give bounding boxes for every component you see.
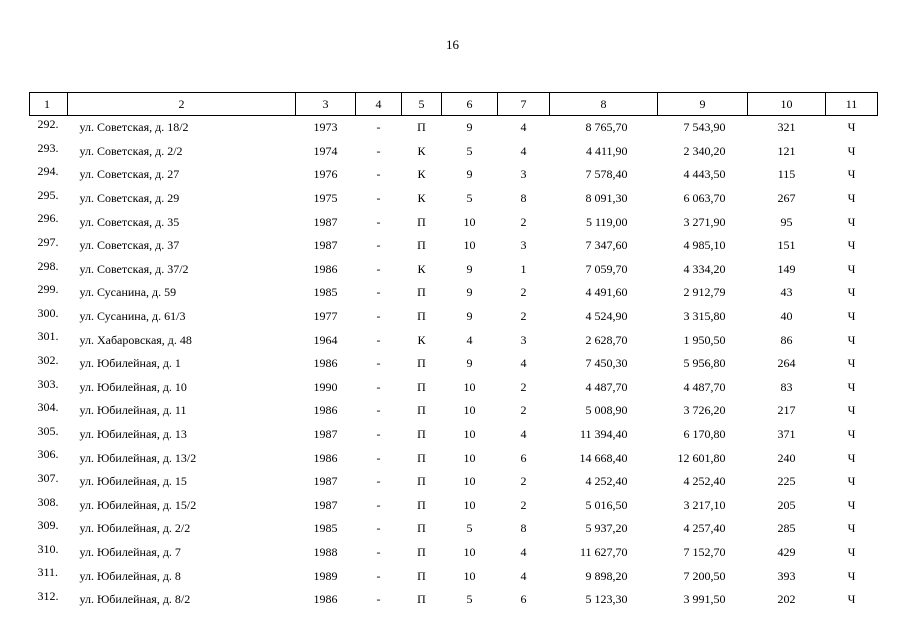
total-area-cell: 5 008,90 xyxy=(585,403,628,418)
table-row xyxy=(30,446,878,470)
table-row xyxy=(30,116,878,140)
total-area-cell: 7 059,70 xyxy=(585,261,628,276)
row-number-cell: 304. xyxy=(37,400,59,415)
total-area-cell: 7 578,40 xyxy=(585,167,628,182)
table-row xyxy=(30,470,878,494)
residents-cell: 43 xyxy=(780,285,793,300)
header-cell-2: 2 xyxy=(68,93,296,116)
residents-cell: 149 xyxy=(777,261,796,276)
row-number-cell: 294. xyxy=(37,164,59,179)
col-4-value-cell: - xyxy=(376,143,381,158)
year-built-cell: 1986 xyxy=(313,592,338,607)
col-4-value-cell: - xyxy=(376,214,381,229)
wall-type-cell: П xyxy=(417,497,426,512)
wall-type-cell: К xyxy=(417,167,426,182)
wall-type-cell: П xyxy=(417,568,426,583)
residents-cell: 267 xyxy=(777,191,796,206)
header-cell-9: 9 xyxy=(658,93,748,116)
category-cell: Ч xyxy=(847,592,856,607)
category-cell: Ч xyxy=(847,285,856,300)
year-built-cell: 1989 xyxy=(313,568,338,583)
residents-cell: 121 xyxy=(777,143,796,158)
col-4-value-cell: - xyxy=(376,167,381,182)
row-number-cell: 312. xyxy=(37,588,59,603)
table-row xyxy=(30,163,878,187)
total-area-cell: 11 394,40 xyxy=(579,427,628,442)
residents-cell: 115 xyxy=(777,167,796,182)
residents-cell: 429 xyxy=(777,544,796,559)
living-area-cell: 1 950,50 xyxy=(683,332,726,347)
floors-cell: 9 xyxy=(466,285,473,300)
floors-cell: 10 xyxy=(463,214,476,229)
total-area-cell: 4 491,60 xyxy=(585,285,628,300)
category-cell: Ч xyxy=(847,332,856,347)
entrances-cell: 4 xyxy=(520,143,527,158)
floors-cell: 9 xyxy=(466,309,473,324)
floors-cell: 5 xyxy=(466,191,473,206)
wall-type-cell: П xyxy=(417,214,426,229)
wall-type-cell: П xyxy=(417,238,426,253)
col-4-value-cell: - xyxy=(376,332,381,347)
address-cell: ул. Советская, д. 27 xyxy=(79,167,180,182)
page-number: 16 xyxy=(446,37,459,52)
total-area-cell: 9 898,20 xyxy=(585,568,628,583)
table-row xyxy=(30,258,878,282)
category-cell: Ч xyxy=(847,191,856,206)
col-4-value-cell: - xyxy=(376,497,381,512)
year-built-cell: 1987 xyxy=(313,427,338,442)
residents-cell: 264 xyxy=(777,356,796,371)
row-number-cell: 310. xyxy=(37,541,59,556)
category-cell: Ч xyxy=(847,143,856,158)
category-cell: Ч xyxy=(847,214,856,229)
category-cell: Ч xyxy=(847,238,856,253)
entrances-cell: 4 xyxy=(520,427,527,442)
floors-cell: 10 xyxy=(463,450,476,465)
year-built-cell: 1987 xyxy=(313,497,338,512)
wall-type-cell: П xyxy=(417,450,426,465)
floors-cell: 10 xyxy=(463,403,476,418)
row-number-cell: 305. xyxy=(37,423,59,438)
row-number-cell: 302. xyxy=(37,352,59,367)
floors-cell: 10 xyxy=(463,379,476,394)
living-area-cell: 3 217,10 xyxy=(683,497,726,512)
table-row xyxy=(30,234,878,258)
year-built-cell: 1987 xyxy=(313,214,338,229)
wall-type-cell: П xyxy=(417,427,426,442)
header-cell-3: 3 xyxy=(296,93,356,116)
category-cell: Ч xyxy=(847,120,856,135)
entrances-cell: 2 xyxy=(520,379,527,394)
row-number-cell: 298. xyxy=(37,258,59,273)
year-built-cell: 1964 xyxy=(313,332,338,347)
total-area-cell: 5 119,00 xyxy=(585,214,628,229)
entrances-cell: 4 xyxy=(520,568,527,583)
entrances-cell: 3 xyxy=(520,167,527,182)
table-row xyxy=(30,352,878,376)
wall-type-cell: П xyxy=(417,285,426,300)
floors-cell: 9 xyxy=(466,356,473,371)
category-cell: Ч xyxy=(847,379,856,394)
table-row xyxy=(30,588,878,612)
category-cell: Ч xyxy=(847,568,856,583)
floors-cell: 10 xyxy=(463,497,476,512)
entrances-cell: 6 xyxy=(520,450,527,465)
header-cell-11: 11 xyxy=(826,93,878,116)
address-cell: ул. Юбилейная, д. 1 xyxy=(79,356,181,371)
residents-cell: 240 xyxy=(777,450,796,465)
category-cell: Ч xyxy=(847,309,856,324)
col-4-value-cell: - xyxy=(376,309,381,324)
floors-cell: 10 xyxy=(463,544,476,559)
wall-type-cell: П xyxy=(417,474,426,489)
col-4-value-cell: - xyxy=(376,474,381,489)
living-area-cell: 7 152,70 xyxy=(683,544,726,559)
col-4-value-cell: - xyxy=(376,592,381,607)
table-row xyxy=(30,376,878,400)
residents-cell: 285 xyxy=(777,521,796,536)
year-built-cell: 1986 xyxy=(313,450,338,465)
address-cell: ул. Сусанина, д. 61/3 xyxy=(79,309,186,324)
row-number-cell: 296. xyxy=(37,211,59,226)
wall-type-cell: П xyxy=(417,544,426,559)
residents-cell: 371 xyxy=(777,427,796,442)
table-row xyxy=(30,210,878,234)
total-area-cell: 4 487,70 xyxy=(585,379,628,394)
table-row xyxy=(30,541,878,565)
living-area-cell: 2 912,79 xyxy=(683,285,726,300)
year-built-cell: 1988 xyxy=(313,544,338,559)
year-built-cell: 1985 xyxy=(313,521,338,536)
header-cell-1: 1 xyxy=(30,93,68,116)
table-row xyxy=(30,281,878,305)
entrances-cell: 2 xyxy=(520,497,527,512)
col-4-value-cell: - xyxy=(376,120,381,135)
year-built-cell: 1986 xyxy=(313,356,338,371)
total-area-cell: 8 091,30 xyxy=(585,191,628,206)
col-4-value-cell: - xyxy=(376,403,381,418)
entrances-cell: 8 xyxy=(520,521,527,536)
address-cell: ул. Хабаровская, д. 48 xyxy=(79,332,192,347)
floors-cell: 9 xyxy=(466,120,473,135)
total-area-cell: 7 347,60 xyxy=(585,238,628,253)
table-row xyxy=(30,399,878,423)
col-4-value-cell: - xyxy=(376,427,381,442)
total-area-cell: 14 668,40 xyxy=(579,450,628,465)
entrances-cell: 2 xyxy=(520,214,527,229)
residents-cell: 217 xyxy=(777,403,796,418)
living-area-cell: 3 991,50 xyxy=(683,592,726,607)
address-cell: ул. Советская, д. 2/2 xyxy=(79,143,183,158)
living-area-cell: 3 315,80 xyxy=(683,309,726,324)
header-cell-5: 5 xyxy=(402,93,442,116)
residents-cell: 83 xyxy=(780,379,793,394)
residents-cell: 205 xyxy=(777,497,796,512)
floors-cell: 5 xyxy=(466,521,473,536)
table-row xyxy=(30,494,878,518)
category-cell: Ч xyxy=(847,497,856,512)
living-area-cell: 3 726,20 xyxy=(683,403,726,418)
address-cell: ул. Юбилейная, д. 13/2 xyxy=(79,450,197,465)
entrances-cell: 8 xyxy=(520,191,527,206)
wall-type-cell: К xyxy=(417,143,426,158)
row-number-cell: 297. xyxy=(37,234,59,249)
wall-type-cell: К xyxy=(417,332,426,347)
row-number-cell: 292. xyxy=(37,117,59,131)
floors-cell: 10 xyxy=(463,474,476,489)
row-number-cell: 299. xyxy=(37,282,59,297)
header-row xyxy=(30,93,878,116)
address-cell: ул. Юбилейная, д. 15/2 xyxy=(79,497,197,512)
row-number-cell: 311. xyxy=(37,565,59,580)
wall-type-cell: П xyxy=(417,379,426,394)
header-cell-6: 6 xyxy=(442,93,498,116)
wall-type-cell: К xyxy=(417,191,426,206)
residents-cell: 151 xyxy=(777,238,796,253)
table-row xyxy=(30,423,878,447)
col-4-value-cell: - xyxy=(376,521,381,536)
floors-cell: 9 xyxy=(466,167,473,182)
entrances-cell: 2 xyxy=(520,309,527,324)
header-cell-10: 10 xyxy=(748,93,826,116)
category-cell: Ч xyxy=(847,261,856,276)
col-4-value-cell: - xyxy=(376,238,381,253)
col-4-value-cell: - xyxy=(376,544,381,559)
row-number-cell: 306. xyxy=(37,447,59,462)
floors-cell: 10 xyxy=(463,568,476,583)
living-area-cell: 4 443,50 xyxy=(683,167,726,182)
residents-cell: 86 xyxy=(780,332,793,347)
floors-cell: 5 xyxy=(466,143,473,158)
table-row xyxy=(30,187,878,211)
row-number-cell: 308. xyxy=(37,494,59,509)
entrances-cell: 1 xyxy=(520,261,527,276)
floors-cell: 9 xyxy=(466,261,473,276)
header-cell-4: 4 xyxy=(356,93,402,116)
row-number-cell: 293. xyxy=(37,140,59,155)
living-area-cell: 4 334,20 xyxy=(683,261,726,276)
address-cell: ул. Советская, д. 37/2 xyxy=(79,261,189,276)
row-number-cell: 295. xyxy=(37,187,59,202)
header-cell-8: 8 xyxy=(550,93,658,116)
category-cell: Ч xyxy=(847,521,856,536)
floors-cell: 4 xyxy=(466,332,473,347)
table-row xyxy=(30,564,878,588)
entrances-cell: 4 xyxy=(520,356,527,371)
row-number-cell: 309. xyxy=(37,518,59,533)
col-4-value-cell: - xyxy=(376,356,381,371)
category-cell: Ч xyxy=(847,356,856,371)
total-area-cell: 5 937,20 xyxy=(585,521,628,536)
residents-cell: 40 xyxy=(780,309,793,324)
table-body xyxy=(30,116,878,612)
year-built-cell: 1987 xyxy=(313,238,338,253)
address-cell: ул. Советская, д. 37 xyxy=(79,238,180,253)
col-4-value-cell: - xyxy=(376,379,381,394)
year-built-cell: 1986 xyxy=(313,403,338,418)
address-cell: ул. Юбилейная, д. 11 xyxy=(79,403,187,418)
total-area-cell: 4 524,90 xyxy=(585,309,628,324)
address-cell: ул. Сусанина, д. 59 xyxy=(79,285,177,300)
year-built-cell: 1975 xyxy=(313,191,338,206)
row-number-cell: 301. xyxy=(37,329,59,344)
housing-table xyxy=(29,92,878,611)
total-area-cell: 2 628,70 xyxy=(585,332,628,347)
wall-type-cell: П xyxy=(417,356,426,371)
wall-type-cell: П xyxy=(417,309,426,324)
residents-cell: 202 xyxy=(777,592,796,607)
living-area-cell: 4 985,10 xyxy=(683,238,726,253)
category-cell: Ч xyxy=(847,427,856,442)
total-area-cell: 4 252,40 xyxy=(585,474,628,489)
wall-type-cell: П xyxy=(417,403,426,418)
total-area-cell: 8 765,70 xyxy=(585,120,628,135)
wall-type-cell: П xyxy=(417,120,426,135)
year-built-cell: 1973 xyxy=(313,120,338,135)
row-number-cell: 303. xyxy=(37,376,59,391)
col-4-value-cell: - xyxy=(376,568,381,583)
entrances-cell: 4 xyxy=(520,544,527,559)
living-area-cell: 4 252,40 xyxy=(683,474,726,489)
total-area-cell: 7 450,30 xyxy=(585,356,628,371)
address-cell: ул. Юбилейная, д. 15 xyxy=(79,474,187,489)
living-area-cell: 6 170,80 xyxy=(683,427,726,442)
living-area-cell: 4 487,70 xyxy=(683,379,726,394)
total-area-cell: 4 411,90 xyxy=(585,143,628,158)
year-built-cell: 1977 xyxy=(313,309,338,324)
year-built-cell: 1976 xyxy=(313,167,338,182)
residents-cell: 393 xyxy=(777,568,796,583)
col-4-value-cell: - xyxy=(376,261,381,276)
total-area-cell: 5 123,30 xyxy=(585,592,628,607)
category-cell: Ч xyxy=(847,403,856,418)
residents-cell: 321 xyxy=(777,120,796,135)
wall-type-cell: П xyxy=(417,592,426,607)
table-row xyxy=(30,305,878,329)
wall-type-cell: К xyxy=(417,261,426,276)
total-area-cell: 5 016,50 xyxy=(585,497,628,512)
entrances-cell: 2 xyxy=(520,474,527,489)
living-area-cell: 12 601,80 xyxy=(677,450,726,465)
col-4-value-cell: - xyxy=(376,191,381,206)
floors-cell: 10 xyxy=(463,427,476,442)
header-cell-7: 7 xyxy=(498,93,550,116)
living-area-cell: 4 257,40 xyxy=(683,521,726,536)
year-built-cell: 1985 xyxy=(313,285,338,300)
entrances-cell: 2 xyxy=(520,403,527,418)
address-cell: ул. Юбилейная, д. 8 xyxy=(79,568,181,583)
living-area-cell: 7 543,90 xyxy=(683,120,726,135)
living-area-cell: 3 271,90 xyxy=(683,214,726,229)
address-cell: ул. Советская, д. 35 xyxy=(79,214,180,229)
table-row xyxy=(30,517,878,541)
entrances-cell: 3 xyxy=(520,238,527,253)
address-cell: ул. Юбилейная, д. 7 xyxy=(79,544,181,559)
floors-cell: 10 xyxy=(463,238,476,253)
entrances-cell: 4 xyxy=(520,120,527,135)
total-area-cell: 11 627,70 xyxy=(579,544,628,559)
category-cell: Ч xyxy=(847,544,856,559)
address-cell: ул. Юбилейная, д. 13 xyxy=(79,427,187,442)
address-cell: ул. Советская, д. 18/2 xyxy=(79,120,189,135)
living-area-cell: 2 340,20 xyxy=(683,143,726,158)
year-built-cell: 1987 xyxy=(313,474,338,489)
year-built-cell: 1974 xyxy=(313,143,338,158)
col-4-value-cell: - xyxy=(376,450,381,465)
category-cell: Ч xyxy=(847,474,856,489)
address-cell: ул. Юбилейная, д. 8/2 xyxy=(79,592,191,607)
wall-type-cell: П xyxy=(417,521,426,536)
living-area-cell: 6 063,70 xyxy=(683,191,726,206)
table-row xyxy=(30,328,878,352)
col-4-value-cell: - xyxy=(376,285,381,300)
category-cell: Ч xyxy=(847,167,856,182)
entrances-cell: 6 xyxy=(520,592,527,607)
residents-cell: 95 xyxy=(780,214,793,229)
address-cell: ул. Советская, д. 29 xyxy=(79,191,180,206)
year-built-cell: 1990 xyxy=(313,379,338,394)
row-number-cell: 307. xyxy=(37,470,59,485)
year-built-cell: 1986 xyxy=(313,261,338,276)
table-row xyxy=(30,140,878,164)
entrances-cell: 2 xyxy=(520,285,527,300)
address-cell: ул. Юбилейная, д. 2/2 xyxy=(79,521,191,536)
entrances-cell: 3 xyxy=(520,332,527,347)
address-cell: ул. Юбилейная, д. 10 xyxy=(79,379,187,394)
row-number-cell: 300. xyxy=(37,305,59,320)
living-area-cell: 5 956,80 xyxy=(683,356,726,371)
living-area-cell: 7 200,50 xyxy=(683,568,726,583)
floors-cell: 5 xyxy=(466,592,473,607)
category-cell: Ч xyxy=(847,450,856,465)
residents-cell: 225 xyxy=(777,474,796,489)
